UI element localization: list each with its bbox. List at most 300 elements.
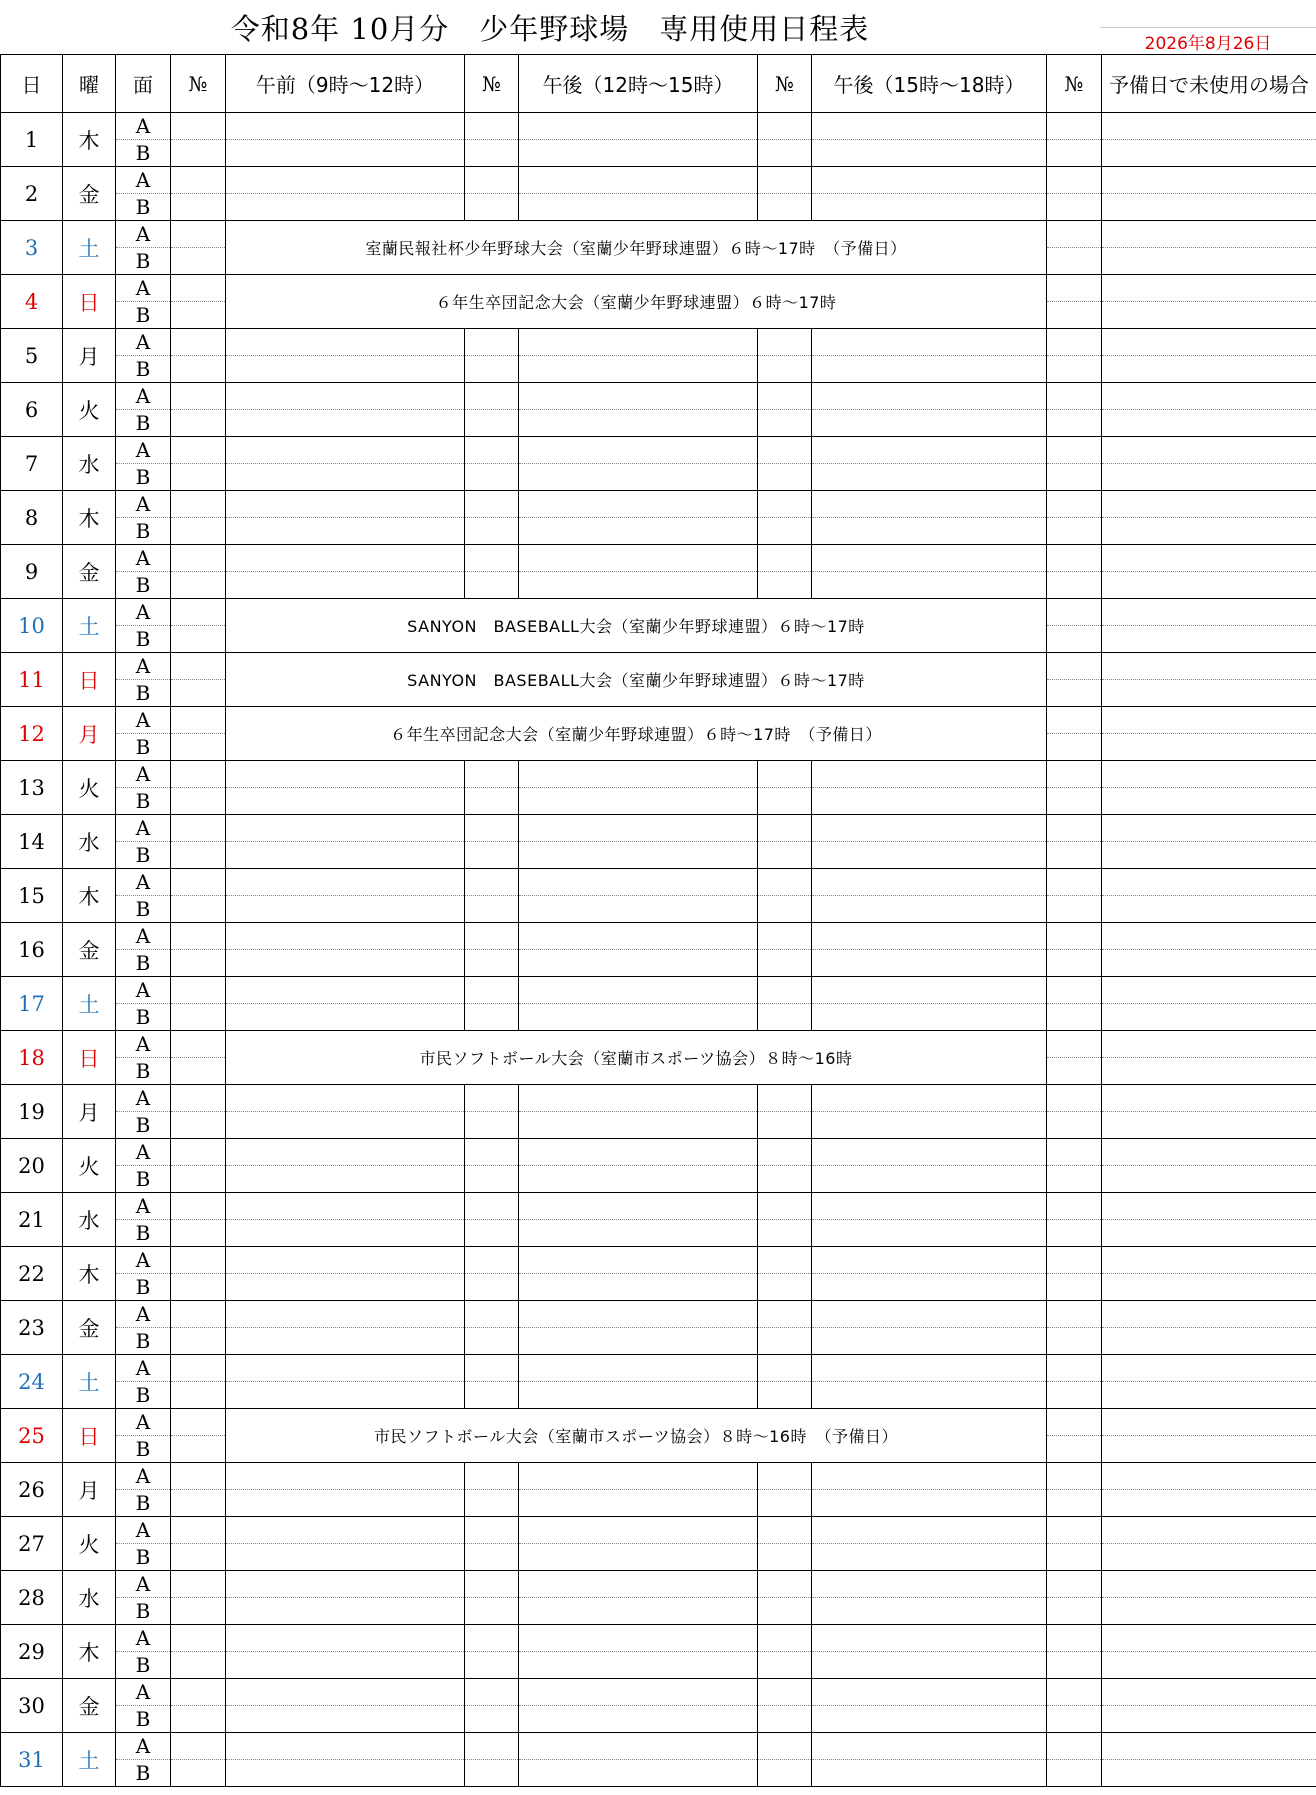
no-cell xyxy=(1047,1382,1102,1409)
field-face: B xyxy=(116,302,171,329)
field-face: B xyxy=(116,194,171,221)
field-face: B xyxy=(116,1436,171,1463)
no-cell xyxy=(1047,815,1102,842)
day-of-week: 水 xyxy=(63,1571,116,1625)
no-cell xyxy=(758,1247,812,1274)
day-row-face-b xyxy=(1,1166,1316,1193)
afternoon-slot-2 xyxy=(812,1625,1047,1652)
afternoon-slot-1 xyxy=(519,194,758,221)
morning-slot xyxy=(226,815,465,842)
afternoon-slot-2 xyxy=(812,950,1047,977)
no-cell xyxy=(171,707,226,734)
no-cell xyxy=(1047,1166,1102,1193)
reserve-slot xyxy=(1102,1625,1316,1652)
no-cell xyxy=(465,1382,519,1409)
no-cell xyxy=(171,1517,226,1544)
no-cell xyxy=(465,1355,519,1382)
no-cell xyxy=(465,815,519,842)
no-cell xyxy=(465,1193,519,1220)
no-cell xyxy=(758,383,812,410)
morning-slot xyxy=(226,518,465,545)
no-cell xyxy=(1047,923,1102,950)
afternoon-slot-1 xyxy=(519,356,758,383)
reserve-slot xyxy=(1102,923,1316,950)
day-row-face-a xyxy=(1,437,1316,464)
event-entry: ６年生卒団記念大会（室蘭少年野球連盟）６時～17時 xyxy=(226,275,1047,329)
no-cell xyxy=(171,1355,226,1382)
day-of-week: 火 xyxy=(63,383,116,437)
afternoon-slot-2 xyxy=(812,869,1047,896)
reserve-slot xyxy=(1102,518,1316,545)
afternoon-slot-2 xyxy=(812,1544,1047,1571)
no-cell xyxy=(171,518,226,545)
no-cell xyxy=(171,1463,226,1490)
morning-slot xyxy=(226,545,465,572)
day-number: 14 xyxy=(1,815,63,869)
no-cell xyxy=(171,1652,226,1679)
no-cell xyxy=(171,1571,226,1598)
afternoon-slot-2 xyxy=(812,1328,1047,1355)
morning-slot xyxy=(226,923,465,950)
no-cell xyxy=(1047,167,1102,194)
day-number: 3 xyxy=(1,221,63,275)
day-of-week: 水 xyxy=(63,1193,116,1247)
no-cell xyxy=(465,1760,519,1787)
reserve-slot xyxy=(1102,1058,1316,1085)
day-of-week: 金 xyxy=(63,167,116,221)
no-cell xyxy=(171,869,226,896)
reserve-slot xyxy=(1102,1706,1316,1733)
afternoon-slot-2 xyxy=(812,977,1047,1004)
day-row-face-a xyxy=(1,1247,1316,1274)
day-of-week: 土 xyxy=(63,977,116,1031)
day-row-face-b xyxy=(1,1220,1316,1247)
no-cell xyxy=(1047,977,1102,1004)
no-cell xyxy=(465,491,519,518)
day-number: 27 xyxy=(1,1517,63,1571)
day-of-week: 水 xyxy=(63,437,116,491)
no-cell xyxy=(1047,1490,1102,1517)
afternoon-slot-2 xyxy=(812,356,1047,383)
no-cell xyxy=(171,329,226,356)
no-cell xyxy=(1047,410,1102,437)
morning-slot xyxy=(226,869,465,896)
day-row-face-a xyxy=(1,1085,1316,1112)
afternoon-slot-1 xyxy=(519,464,758,491)
reserve-slot xyxy=(1102,1733,1316,1760)
reserve-slot xyxy=(1102,221,1316,248)
afternoon-slot-2 xyxy=(812,923,1047,950)
no-cell xyxy=(758,1706,812,1733)
no-cell xyxy=(758,545,812,572)
field-face: A xyxy=(116,545,171,572)
no-cell xyxy=(171,1085,226,1112)
no-cell xyxy=(758,1112,812,1139)
header-dow: 曜 xyxy=(63,55,116,113)
no-cell xyxy=(171,140,226,167)
no-cell xyxy=(758,1571,812,1598)
no-cell xyxy=(758,1004,812,1031)
no-cell xyxy=(758,437,812,464)
morning-slot xyxy=(226,977,465,1004)
field-face: B xyxy=(116,734,171,761)
morning-slot xyxy=(226,1517,465,1544)
morning-slot xyxy=(226,1598,465,1625)
afternoon-slot-1 xyxy=(519,518,758,545)
day-of-week: 日 xyxy=(63,1409,116,1463)
reserve-slot xyxy=(1102,1571,1316,1598)
field-face: A xyxy=(116,1355,171,1382)
no-cell xyxy=(465,167,519,194)
day-row-face-a xyxy=(1,329,1316,356)
no-cell xyxy=(1047,437,1102,464)
no-cell xyxy=(758,1760,812,1787)
afternoon-slot-1 xyxy=(519,383,758,410)
morning-slot xyxy=(226,950,465,977)
event-entry: SANYON BASEBALL大会（室蘭少年野球連盟）６時～17時 xyxy=(226,653,1047,707)
day-number: 5 xyxy=(1,329,63,383)
afternoon-slot-1 xyxy=(519,1004,758,1031)
afternoon-slot-1 xyxy=(519,113,758,140)
reserve-slot xyxy=(1102,653,1316,680)
reserve-slot xyxy=(1102,1247,1316,1274)
day-row-face-b xyxy=(1,1706,1316,1733)
afternoon-slot-1 xyxy=(519,1571,758,1598)
no-cell xyxy=(465,545,519,572)
no-cell xyxy=(171,1760,226,1787)
day-number: 25 xyxy=(1,1409,63,1463)
day-row-face-a xyxy=(1,383,1316,410)
day-number: 18 xyxy=(1,1031,63,1085)
no-cell xyxy=(171,383,226,410)
day-row-face-a xyxy=(1,1733,1316,1760)
afternoon-slot-2 xyxy=(812,1679,1047,1706)
no-cell xyxy=(171,1301,226,1328)
no-cell xyxy=(1047,194,1102,221)
afternoon-slot-1 xyxy=(519,1733,758,1760)
no-cell xyxy=(758,1463,812,1490)
day-of-week: 木 xyxy=(63,1247,116,1301)
no-cell xyxy=(1047,518,1102,545)
no-cell xyxy=(465,572,519,599)
event-entry: 市民ソフトボール大会（室蘭市スポーツ協会）８時～16時 （予備日） xyxy=(226,1409,1047,1463)
afternoon-slot-1 xyxy=(519,1085,758,1112)
issue-date: 2026年8月26日 xyxy=(1144,33,1272,54)
no-cell xyxy=(171,1004,226,1031)
day-row-face-b xyxy=(1,788,1316,815)
no-cell xyxy=(171,545,226,572)
field-face: A xyxy=(116,1517,171,1544)
no-cell xyxy=(171,113,226,140)
reserve-slot xyxy=(1102,1679,1316,1706)
no-cell xyxy=(1047,1274,1102,1301)
no-cell xyxy=(758,113,812,140)
morning-slot xyxy=(226,410,465,437)
morning-slot xyxy=(226,1652,465,1679)
no-cell xyxy=(465,140,519,167)
no-cell xyxy=(758,1328,812,1355)
no-cell xyxy=(1047,302,1102,329)
no-cell xyxy=(758,1490,812,1517)
day-number: 9 xyxy=(1,545,63,599)
morning-slot xyxy=(226,113,465,140)
morning-slot xyxy=(226,1247,465,1274)
no-cell xyxy=(1047,599,1102,626)
afternoon-slot-2 xyxy=(812,1193,1047,1220)
day-of-week: 金 xyxy=(63,923,116,977)
field-face: B xyxy=(116,356,171,383)
afternoon-slot-1 xyxy=(519,167,758,194)
field-face: A xyxy=(116,491,171,518)
field-face: A xyxy=(116,1085,171,1112)
day-row-face-b xyxy=(1,842,1316,869)
page-title: 令和8年 10月分 少年野球場 専用使用日程表 xyxy=(230,11,870,46)
no-cell xyxy=(1047,1301,1102,1328)
afternoon-slot-1 xyxy=(519,761,758,788)
no-cell xyxy=(1047,113,1102,140)
no-cell xyxy=(758,1220,812,1247)
field-face: B xyxy=(116,1544,171,1571)
no-cell xyxy=(1047,1463,1102,1490)
day-row-face-a xyxy=(1,1625,1316,1652)
field-face: A xyxy=(116,1679,171,1706)
morning-slot xyxy=(226,1463,465,1490)
no-cell xyxy=(1047,1571,1102,1598)
no-cell xyxy=(171,950,226,977)
morning-slot xyxy=(226,1166,465,1193)
no-cell xyxy=(171,896,226,923)
reserve-slot xyxy=(1102,1382,1316,1409)
reserve-slot xyxy=(1102,1301,1316,1328)
morning-slot xyxy=(226,1004,465,1031)
reserve-slot xyxy=(1102,194,1316,221)
field-face: A xyxy=(116,1625,171,1652)
morning-slot xyxy=(226,1112,465,1139)
day-of-week: 月 xyxy=(63,329,116,383)
no-cell xyxy=(465,869,519,896)
day-of-week: 日 xyxy=(63,653,116,707)
day-row-face-a xyxy=(1,869,1316,896)
no-cell xyxy=(1047,1139,1102,1166)
no-cell xyxy=(1047,1706,1102,1733)
afternoon-slot-2 xyxy=(812,194,1047,221)
day-number: 11 xyxy=(1,653,63,707)
no-cell xyxy=(1047,1436,1102,1463)
no-cell xyxy=(1047,1652,1102,1679)
day-row-face-a xyxy=(1,1571,1316,1598)
afternoon-slot-1 xyxy=(519,140,758,167)
no-cell xyxy=(171,788,226,815)
afternoon-slot-2 xyxy=(812,491,1047,518)
no-cell xyxy=(758,464,812,491)
day-row-face-b xyxy=(1,572,1316,599)
afternoon-slot-2 xyxy=(812,1733,1047,1760)
afternoon-slot-1 xyxy=(519,1517,758,1544)
afternoon-slot-2 xyxy=(812,1490,1047,1517)
day-number: 16 xyxy=(1,923,63,977)
no-cell xyxy=(171,599,226,626)
no-cell xyxy=(465,1274,519,1301)
reserve-slot xyxy=(1102,1409,1316,1436)
afternoon-slot-2 xyxy=(812,1301,1047,1328)
field-face: B xyxy=(116,626,171,653)
no-cell xyxy=(1047,572,1102,599)
morning-slot xyxy=(226,167,465,194)
afternoon-slot-1 xyxy=(519,788,758,815)
field-face: B xyxy=(116,1706,171,1733)
no-cell xyxy=(171,1679,226,1706)
field-face: A xyxy=(116,1193,171,1220)
header-no-4: № xyxy=(1047,55,1102,113)
afternoon-slot-2 xyxy=(812,167,1047,194)
field-face: A xyxy=(116,221,171,248)
reserve-slot xyxy=(1102,113,1316,140)
no-cell xyxy=(171,977,226,1004)
reserve-slot xyxy=(1102,1490,1316,1517)
morning-slot xyxy=(226,1760,465,1787)
no-cell xyxy=(758,410,812,437)
afternoon-slot-2 xyxy=(812,1760,1047,1787)
morning-slot xyxy=(226,1220,465,1247)
day-of-week: 月 xyxy=(63,1463,116,1517)
day-number: 22 xyxy=(1,1247,63,1301)
no-cell xyxy=(758,1517,812,1544)
no-cell xyxy=(465,1463,519,1490)
no-cell xyxy=(465,518,519,545)
no-cell xyxy=(758,842,812,869)
morning-slot xyxy=(226,788,465,815)
field-face: A xyxy=(116,653,171,680)
morning-slot xyxy=(226,896,465,923)
day-number: 13 xyxy=(1,761,63,815)
afternoon-slot-1 xyxy=(519,1463,758,1490)
reserve-slot xyxy=(1102,302,1316,329)
field-face: B xyxy=(116,518,171,545)
no-cell xyxy=(171,1220,226,1247)
no-cell xyxy=(758,923,812,950)
day-of-week: 金 xyxy=(63,1301,116,1355)
afternoon-slot-2 xyxy=(812,842,1047,869)
no-cell xyxy=(1047,1517,1102,1544)
no-cell xyxy=(758,815,812,842)
afternoon-slot-2 xyxy=(812,329,1047,356)
field-face: B xyxy=(116,1274,171,1301)
reserve-slot xyxy=(1102,1355,1316,1382)
morning-slot xyxy=(226,383,465,410)
afternoon-slot-1 xyxy=(519,545,758,572)
morning-slot xyxy=(226,1706,465,1733)
no-cell xyxy=(1047,896,1102,923)
morning-slot xyxy=(226,194,465,221)
no-cell xyxy=(171,842,226,869)
no-cell xyxy=(1047,1544,1102,1571)
day-row-face-a xyxy=(1,1139,1316,1166)
afternoon-slot-2 xyxy=(812,1571,1047,1598)
day-number: 26 xyxy=(1,1463,63,1517)
day-row-face-b xyxy=(1,1112,1316,1139)
day-of-week: 土 xyxy=(63,1733,116,1787)
afternoon-slot-2 xyxy=(812,1220,1047,1247)
day-row-face-a xyxy=(1,1679,1316,1706)
no-cell xyxy=(465,1625,519,1652)
afternoon-slot-1 xyxy=(519,491,758,518)
no-cell xyxy=(171,815,226,842)
field-face: A xyxy=(116,437,171,464)
day-row-face-a xyxy=(1,491,1316,518)
field-face: B xyxy=(116,140,171,167)
day-number: 4 xyxy=(1,275,63,329)
reserve-slot xyxy=(1102,1031,1316,1058)
field-face: B xyxy=(116,1112,171,1139)
no-cell xyxy=(758,1085,812,1112)
field-face: A xyxy=(116,1031,171,1058)
no-cell xyxy=(171,1112,226,1139)
no-cell xyxy=(1047,1193,1102,1220)
no-cell xyxy=(171,1139,226,1166)
field-face: A xyxy=(116,599,171,626)
day-row-face-a xyxy=(1,167,1316,194)
reserve-slot xyxy=(1102,1463,1316,1490)
no-cell xyxy=(465,761,519,788)
afternoon-slot-2 xyxy=(812,788,1047,815)
no-cell xyxy=(1047,734,1102,761)
no-cell xyxy=(1047,140,1102,167)
no-cell xyxy=(465,1220,519,1247)
no-cell xyxy=(1047,383,1102,410)
reserve-slot xyxy=(1102,356,1316,383)
no-cell xyxy=(465,410,519,437)
no-cell xyxy=(465,194,519,221)
no-cell xyxy=(465,383,519,410)
no-cell xyxy=(1047,1409,1102,1436)
day-row-face-a xyxy=(1,1355,1316,1382)
no-cell xyxy=(758,1274,812,1301)
day-row-face-a xyxy=(1,599,1316,626)
day-row-face-a xyxy=(1,1517,1316,1544)
no-cell xyxy=(171,572,226,599)
morning-slot xyxy=(226,1490,465,1517)
header-reserve: 予備日で未使用の場合 xyxy=(1102,55,1316,113)
afternoon-slot-2 xyxy=(812,1382,1047,1409)
day-number: 12 xyxy=(1,707,63,761)
afternoon-slot-1 xyxy=(519,329,758,356)
no-cell xyxy=(465,1004,519,1031)
no-cell xyxy=(1047,1031,1102,1058)
afternoon-slot-1 xyxy=(519,950,758,977)
field-face: A xyxy=(116,167,171,194)
day-row-face-b xyxy=(1,464,1316,491)
no-cell xyxy=(758,788,812,815)
field-face: B xyxy=(116,1328,171,1355)
day-row-face-a xyxy=(1,1409,1316,1436)
no-cell xyxy=(171,464,226,491)
day-row-face-b xyxy=(1,1760,1316,1787)
day-number: 10 xyxy=(1,599,63,653)
afternoon-slot-2 xyxy=(812,1085,1047,1112)
day-number: 19 xyxy=(1,1085,63,1139)
morning-slot xyxy=(226,1274,465,1301)
no-cell xyxy=(1047,545,1102,572)
reserve-slot xyxy=(1102,383,1316,410)
field-face: A xyxy=(116,329,171,356)
reserve-slot xyxy=(1102,977,1316,1004)
no-cell xyxy=(171,1544,226,1571)
no-cell xyxy=(171,491,226,518)
day-of-week: 金 xyxy=(63,1679,116,1733)
no-cell xyxy=(465,464,519,491)
no-cell xyxy=(1047,761,1102,788)
reserve-slot xyxy=(1102,1652,1316,1679)
